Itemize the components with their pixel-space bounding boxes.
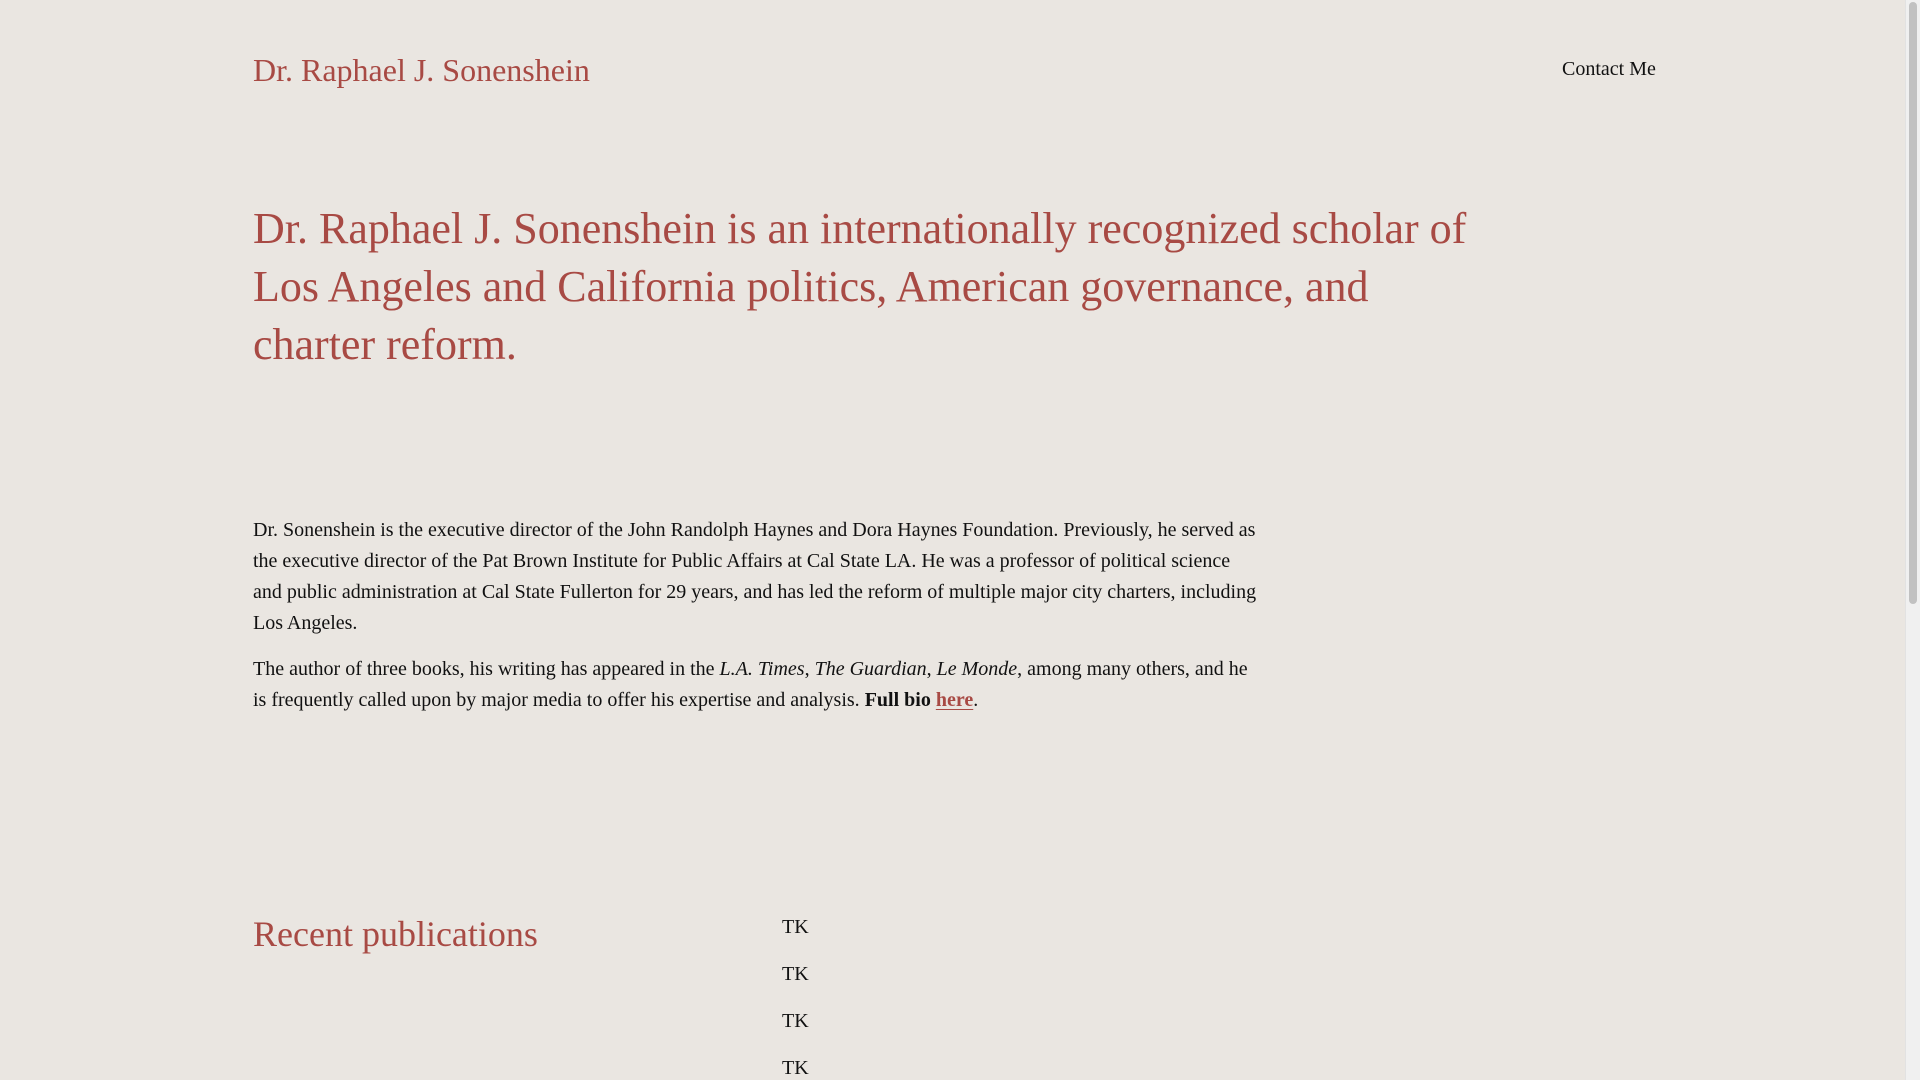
publication-item: TK	[782, 1010, 809, 1032]
full-bio-here-link[interactable]: here	[935, 689, 974, 711]
full-bio-label: Full bio	[864, 689, 931, 711]
publications-list	[782, 913, 809, 1080]
bio-p2-intro: The author of three books, his writing has appeared in the	[253, 658, 720, 680]
recent-publications-heading: Recent publications	[253, 914, 538, 954]
site-title-link[interactable]: Dr. Raphael J. Sonenshein	[253, 52, 590, 88]
bio-section	[253, 515, 1263, 731]
hero-headline: Dr. Raphael J. Sonenshein is an internationally recognized scholar of Los Angeles and California politics, American governance, and charter reform.	[253, 204, 1467, 369]
separator: ,	[926, 658, 937, 680]
publication-item: TK	[782, 1057, 809, 1079]
scrollbar-thumb[interactable]	[1909, 2, 1917, 604]
publication-the-guardian: The Guardian	[814, 658, 927, 680]
vertical-scrollbar[interactable]	[1905, 0, 1920, 1080]
publication-item: TK	[782, 963, 809, 985]
publication-la-times: L.A. Times	[719, 658, 805, 680]
bio-p2-middle: , among many others, and he is frequently called upon by major media to offer his expertise and analysis.	[253, 658, 1248, 711]
bio-paragraph-1: Dr. Sonenshein is the executive director of the John Randolph Haynes and Dora Haynes Foundation. Previously, he served as the executive director of the Pat Brown Institute for Public Affairs at Cal State LA. He was a professor of political science and public administration at Cal State Fullerton for 29 years, and has led the reform of multiple major city charters, including Los Angeles.	[253, 519, 1257, 634]
publication-item: TK	[782, 916, 809, 938]
publication-le-monde: Le Monde	[936, 658, 1018, 680]
contact-me-link[interactable]: Contact Me	[1562, 58, 1656, 80]
bio-paragraph-2	[253, 654, 1263, 716]
period: .	[973, 689, 979, 711]
separator: ,	[804, 658, 815, 680]
